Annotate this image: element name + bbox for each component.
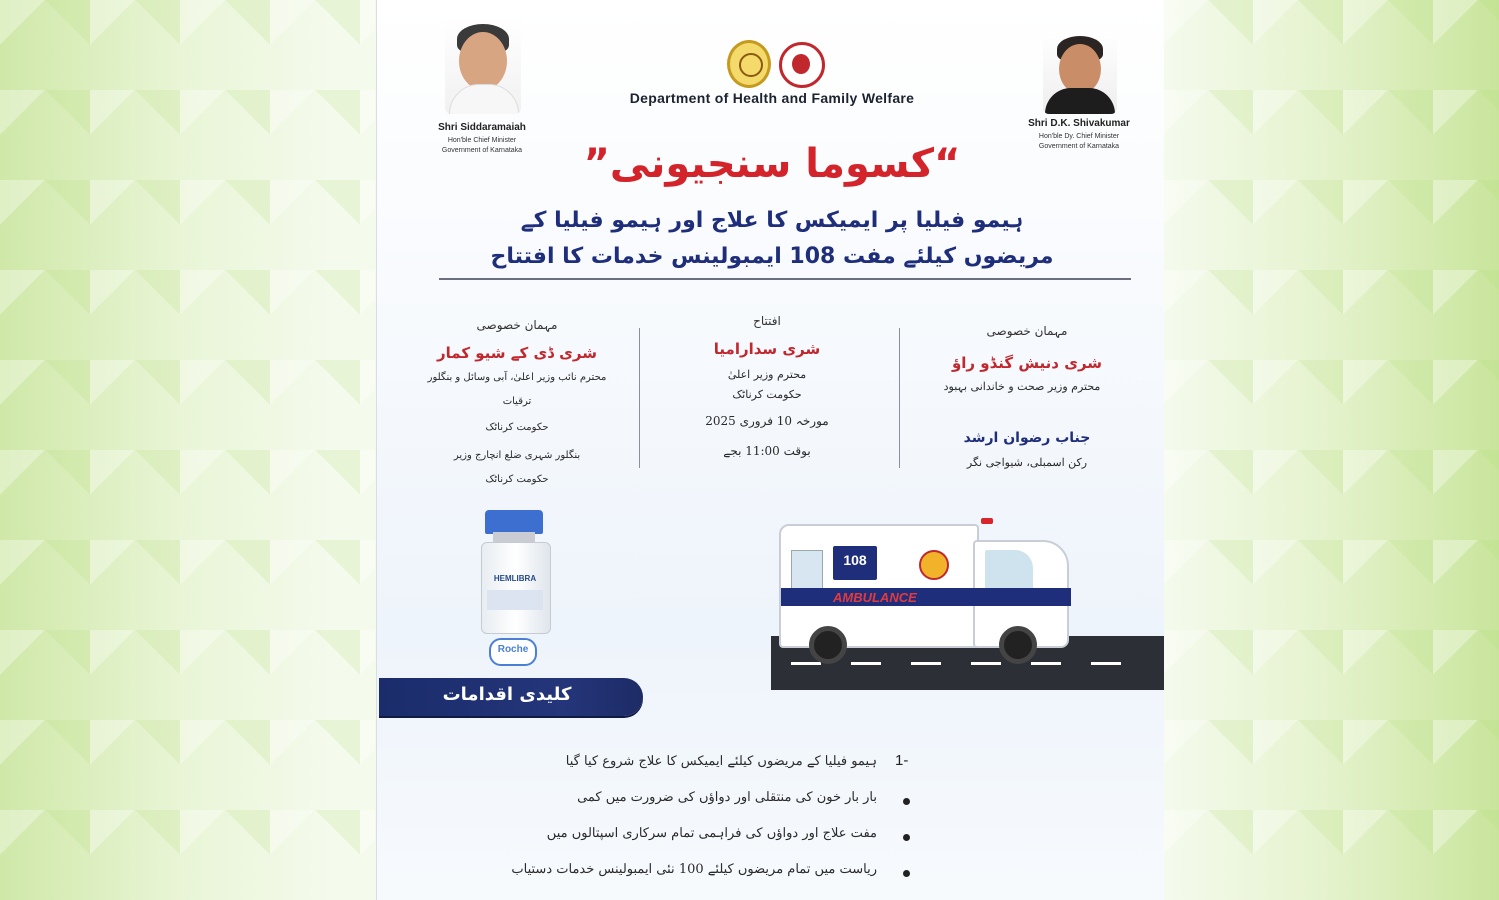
poster: [376, 0, 1164, 900]
medicine-vial: [479, 510, 563, 670]
key-action-bullet-4: [903, 870, 910, 877]
left-dignitary-govt: Government of Karnataka: [441, 147, 523, 154]
key-action-text-1: ہیمو فیلیا کے مریضوں کیلئے ایمیکس کا علاج شروع کیا گیا: [565, 754, 877, 769]
ambulance-rear-wheel: [809, 626, 847, 664]
left-column-name: شری ڈی کے شیو کمار: [437, 344, 597, 362]
right-dignitary-title: Hon'ble Dy. Chief Minister: [1038, 133, 1120, 140]
right-column-second-name: جناب رضوان ارشد: [963, 430, 1091, 446]
subtitle-line-2: مریضوں کیلئے مفت 108 ایمبولینس خدمات کا افتتاح: [490, 244, 1054, 269]
column-divider-right: [899, 328, 900, 468]
department-title: Department of Health and Family Welfare: [629, 90, 915, 106]
background-pattern-left: [0, 0, 375, 900]
right-column-second-desc: رکن اسمبلی، شیواجی نگر: [966, 456, 1088, 469]
background-pattern-right: [1163, 0, 1499, 900]
ambulance-star-icon: [919, 550, 949, 580]
right-column-heading: مہمان خصوصی: [986, 324, 1068, 338]
center-column-desc1: محترم وزیر اعلیٰ: [727, 368, 807, 381]
center-column-heading: افتتاح: [753, 314, 781, 328]
vial-label: HEMLIBRA: [493, 574, 537, 583]
left-dignitary-title: Hon'ble Chief Minister: [447, 137, 517, 144]
left-column-line-3: حکومت کرناٹک: [485, 422, 549, 433]
right-dignitary-name: Shri D.K. Shivakumar: [1028, 118, 1130, 129]
health-dept-logo-icon: [779, 42, 825, 88]
key-action-bullet-3: [903, 834, 910, 841]
header-divider: [439, 278, 1131, 280]
left-column-line-5: حکومت کرناٹک: [485, 474, 549, 485]
key-action-bullet-2: [903, 798, 910, 805]
center-column-time: بوقت 11:00 بجے: [723, 444, 811, 458]
headline: “کسوما سنجیونی”: [583, 141, 961, 187]
left-dignitary-portrait: [445, 18, 521, 114]
center-column-date: مورخہ 10 فروری 2025: [705, 414, 829, 428]
right-dignitary-govt: Government of Karnataka: [1038, 143, 1120, 150]
left-column-line-2: ترقیات: [502, 396, 532, 407]
right-column-desc: محترم وزیر صحت و خاندانی بہبود: [943, 380, 1101, 393]
right-dignitary-portrait: [1043, 32, 1117, 114]
ambulance: [773, 516, 1073, 666]
roche-logo-icon: [489, 638, 537, 666]
key-action-text-2: بار بار خون کی منتقلی اور دواؤں کی ضرورت میں کمی: [577, 790, 877, 805]
key-action-marker-1: 1-: [895, 752, 909, 769]
ambulance-front-wheel: [999, 626, 1037, 664]
key-actions-label: کلیدی اقدامات: [442, 684, 572, 705]
subtitle-line-1: ہیمو فیلیا پر ایمیکس کا علاج اور ہیمو فیلیا کے: [520, 208, 1024, 233]
center-column-name: شری سدارامیا: [713, 340, 821, 358]
ambulance-number: 108: [843, 552, 867, 568]
key-action-text-4: ریاست میں تمام مریضوں کیلئے 100 نئی ایمبولینس خدمات دستیاب: [511, 862, 877, 877]
column-divider-left: [639, 328, 640, 468]
left-column-line-1: محترم نائب وزیر اعلیٰ، آبی وسائل و بنگلور: [427, 372, 607, 383]
left-column-heading: مہمان خصوصی: [476, 318, 558, 332]
ambulance-roof-light: [981, 518, 993, 524]
karnataka-emblem-icon: [727, 40, 771, 88]
key-action-text-3: مفت علاج اور دواؤں کی فراہمی تمام سرکاری اسپتالوں میں: [546, 826, 877, 841]
left-column-line-4: بنگلور شہری ضلع انچارج وزیر: [453, 450, 581, 461]
vial-brand: Roche: [497, 644, 529, 655]
center-column-desc2: حکومت کرناٹک: [732, 388, 802, 401]
ambulance-text: AMBULANCE: [833, 590, 917, 605]
left-dignitary-name: Shri Siddaramaiah: [438, 122, 526, 133]
right-column-name: شری دنیش گنڈو راؤ: [951, 354, 1103, 372]
